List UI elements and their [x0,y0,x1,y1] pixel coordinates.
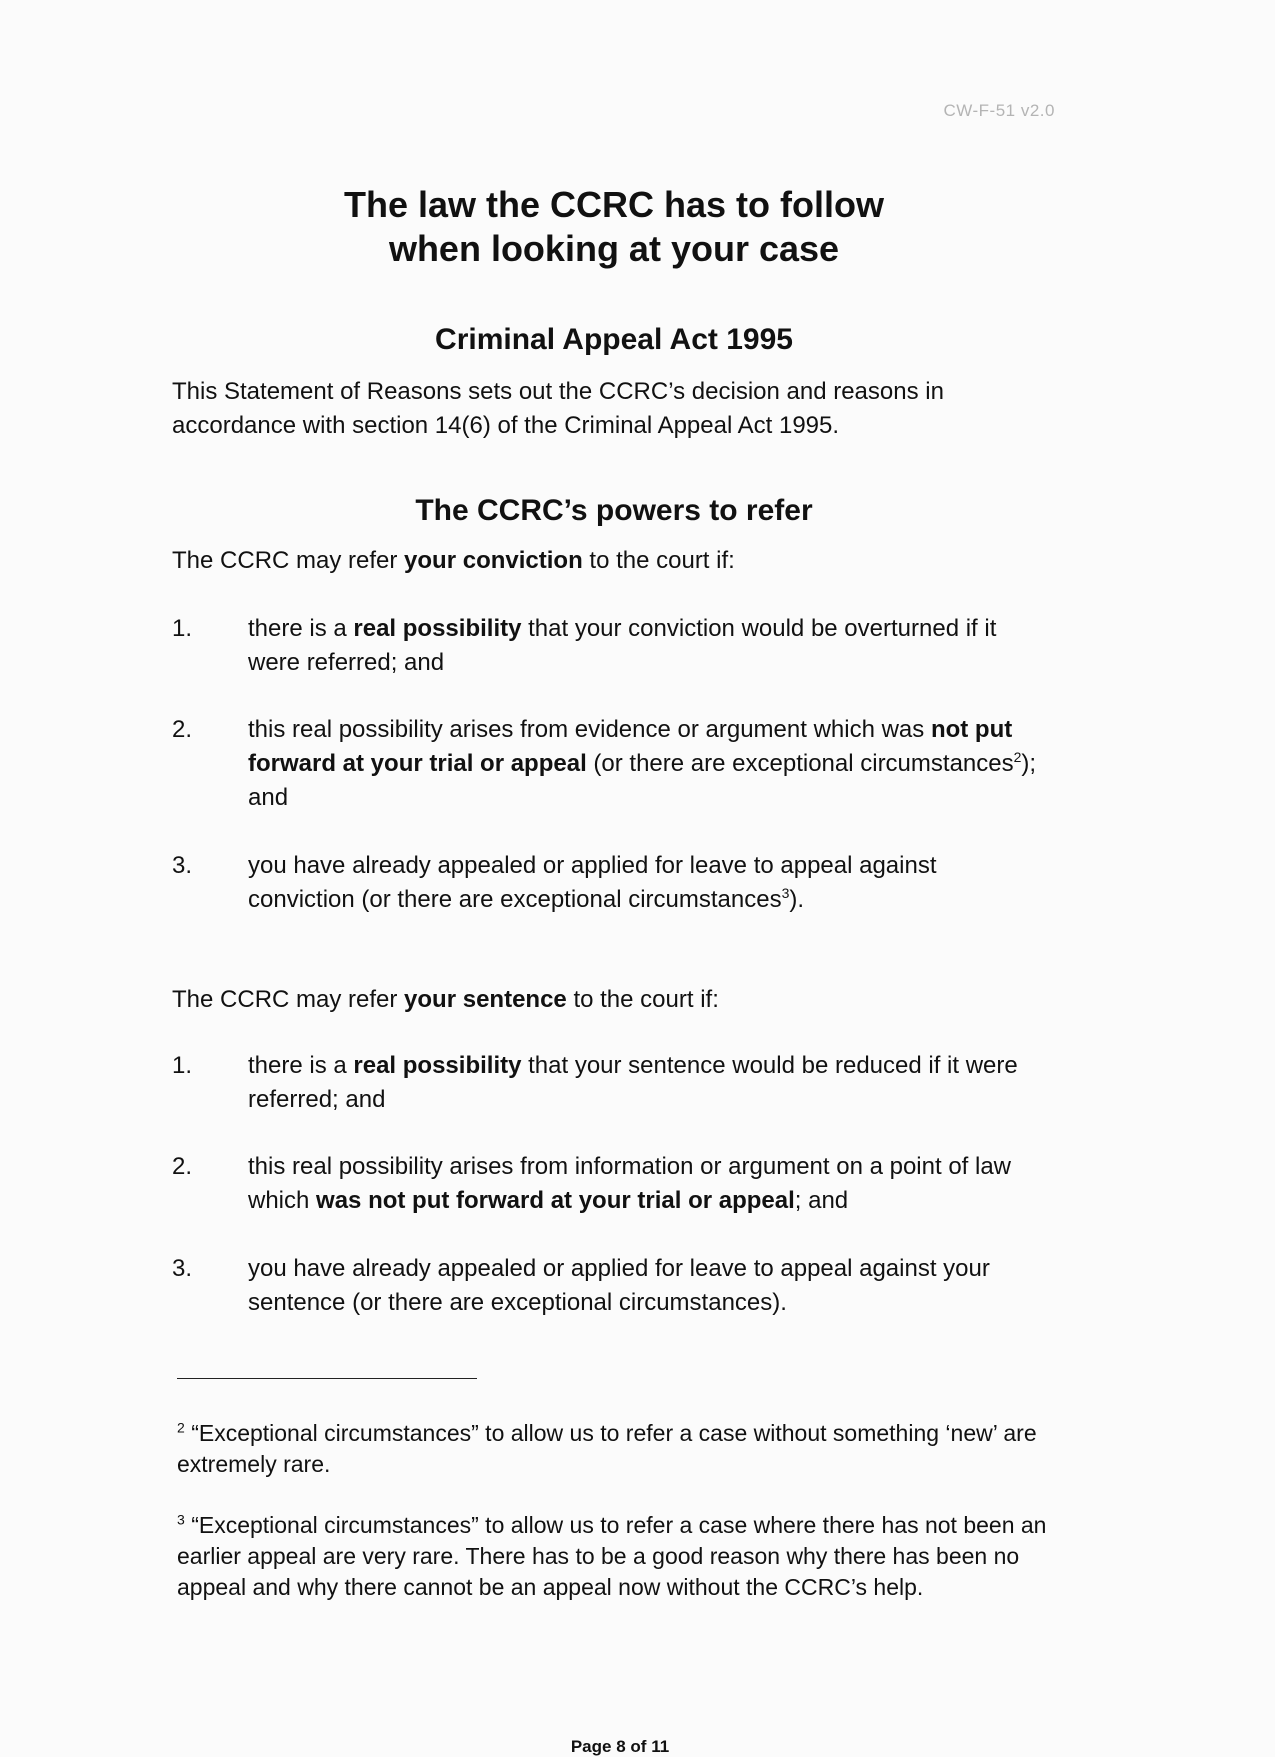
sentence-intro-pre: The CCRC may refer [172,986,405,1013]
sentence-intro [172,983,1052,1017]
list-number: 2. [172,716,193,743]
list-text-post: that your conviction would be overturned if it were referred; and [248,615,997,676]
list-text-post: that your sentence would be reduced if it were referred; and [248,1052,1018,1113]
conviction-intro-pre: The CCRC may refer [172,547,405,574]
list-number: 3. [172,852,193,879]
footnote-2 [177,1418,1057,1480]
footnote-text: “Exceptional circumstances” to allow us to refer a case without something ‘new’ are extremely rare. [177,1420,1037,1477]
document-code: CW-F-51 v2.0 [943,101,1055,120]
conviction-intro-bold: your conviction [404,547,583,574]
list-text-pre: this real possibility arises from information or argument on a point of law which [248,1153,1012,1214]
footnote-text: “Exceptional circumstances” to allow us to refer a case where there has not been an earlier appeal are very rare. There has to be a good reason why there has been no appeal and why there cannot be an appeal now without the CCRC’s help. [177,1512,1047,1600]
footnote-number: 3 [177,1511,185,1528]
list-number: 1. [172,1052,193,1079]
list-text-pre: there is a [248,1052,354,1079]
list-text [248,713,1048,815]
page-footer [0,1737,1240,1757]
list-text-bold: not put forward at your trial or appeal [248,716,1013,777]
list-text [248,1252,1048,1320]
page-number: 8 [616,1737,626,1756]
list-text-bold: real possibility [353,1052,522,1079]
page-total: 11 [651,1737,670,1756]
of-label: of [630,1737,647,1756]
list-text-bold: was not put forward at your trial or appeal [316,1187,795,1214]
list-text-pre: you have already appealed or applied for leave to appeal against your sentence (or there are exceptional circumstances). [248,1255,990,1316]
footnote-3 [177,1510,1057,1603]
page-label: Page [570,1737,612,1756]
list-text-post: ; and [794,1187,849,1214]
conviction-intro-post: to the court if: [582,547,735,574]
footnote-divider [177,1378,477,1379]
footnote-number: 2 [177,1419,185,1436]
list-text-post2: ). [789,886,805,913]
page-title-line-2: when looking at your case [388,228,840,269]
list-text [248,612,1048,680]
sentence-intro-post: to the court if: [566,986,719,1013]
list-text-pre: this real possibility arises from evidence or argument which was [248,716,931,743]
page-title [0,183,1228,271]
list-text-post: (or there are exceptional circumstances [586,750,1014,777]
list-number: 1. [172,615,193,642]
list-number: 3. [172,1255,193,1282]
list-text [248,1150,1048,1218]
act-heading: Criminal Appeal Act 1995 [435,323,793,356]
list-text [248,1049,1048,1117]
act-body: This Statement of Reasons sets out the CCRC’s decision and reasons in accordance with section 14(6) of the Criminal Appeal Act 1995. [172,378,944,439]
page-title-line-1: The law the CCRC has to follow [343,184,885,225]
list-text-pre: you have already appealed or applied for leave to appeal against conviction (or there are exceptional circumstances [248,852,937,913]
conviction-intro [172,544,1052,578]
footnote-ref-2: 2 [1013,749,1022,765]
list-text-pre: there is a [248,615,354,642]
sentence-intro-bold: your sentence [404,986,567,1013]
list-text-bold: real possibility [353,615,522,642]
footnote-ref-3: 3 [781,885,790,901]
list-text-post2: ); and [248,750,1037,811]
powers-heading: The CCRC’s powers to refer [415,494,813,527]
list-number: 2. [172,1153,193,1180]
list-text [248,849,1048,917]
